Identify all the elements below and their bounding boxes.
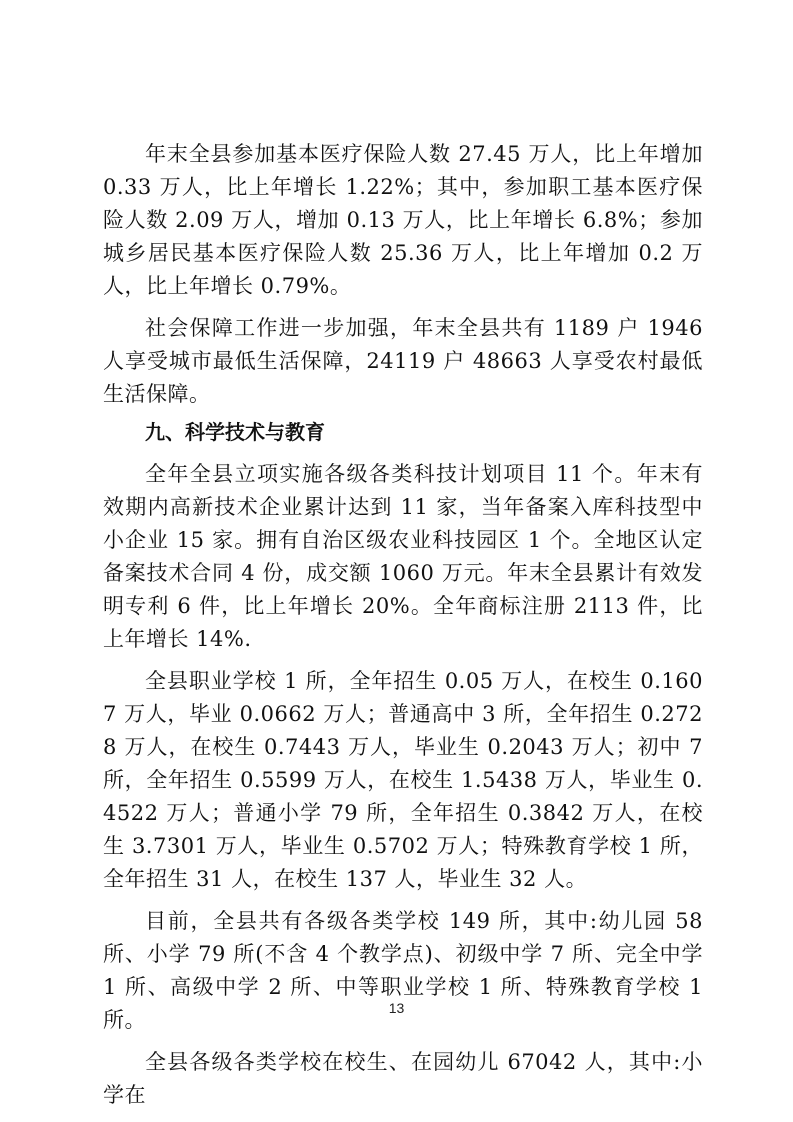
document-body	[103, 138, 703, 1112]
paragraph-science-technology: 全年全县立项实施各级各类科技计划项目 11 个。年末有效期内高新技术企业累计达到 11 家，当年备案入库科技型中小企业 15 家。拥有自治区级农业科技园区 1 个。全地区认定备案技术合同 4 份，成交额 1060 万元。年末全县累计有效发明专利 6 件，比上年增长 20%。全年商标注册 2113 件，比上年增长 14%.	[103, 462, 703, 651]
section-heading: 九、科学技术与教育	[145, 420, 325, 444]
paragraph-total-students: 全县各级各类学校在校生、在园幼儿 67042 人，其中:小学在	[103, 1050, 703, 1107]
paragraph-school-count: 目前，全县共有各级各类学校 149 所，其中:幼儿园 58 所、小学 79 所(不含 4 个教学点)、初级中学 7 所、完全中学 1 所、高级中学 2 所、中等职业学校 1 所、特殊教育学校 1 所。	[103, 909, 703, 1032]
paragraph-school-enrollment: 全县职业学校 1 所，全年招生 0.05 万人，在校生 0.1607 万人，毕业 0.0662 万人；普通高中 3 所，全年招生 0.2728 万人，在校生 0.7443 万人，毕业生 0.2043 万人；初中 7 所，全年招生 0.5599 万人，在校生 1.5438 万人，毕业生 0.4522 万人；普通小学 79 所，全年招生 0.3842 万人，在校生 3.7301 万人，毕业生 0.5702 万人；特殊教育学校 1 所，全年招生 31 人，在校生 137 人，毕业生 32 人。	[103, 669, 703, 891]
page-number: 13	[388, 1000, 405, 1016]
paragraph-social-security: 社会保障工作进一步加强，年末全县共有 1189 户 1946 人享受城市最低生活保障，24119 户 48663 人享受农村最低生活保障。	[103, 316, 703, 406]
paragraph-medical-insurance: 年末全县参加基本医疗保险人数 27.45 万人，比上年增加 0.33 万人，比上年增长 1.22%；其中，参加职工基本医疗保险人数 2.09 万人，增加 0.13 万人，比上年增长 6.8%；参加城乡居民基本医疗保险人数 25.36 万人，比上年增加 0.2 万人，比上年增长 0.79%。	[103, 142, 703, 298]
